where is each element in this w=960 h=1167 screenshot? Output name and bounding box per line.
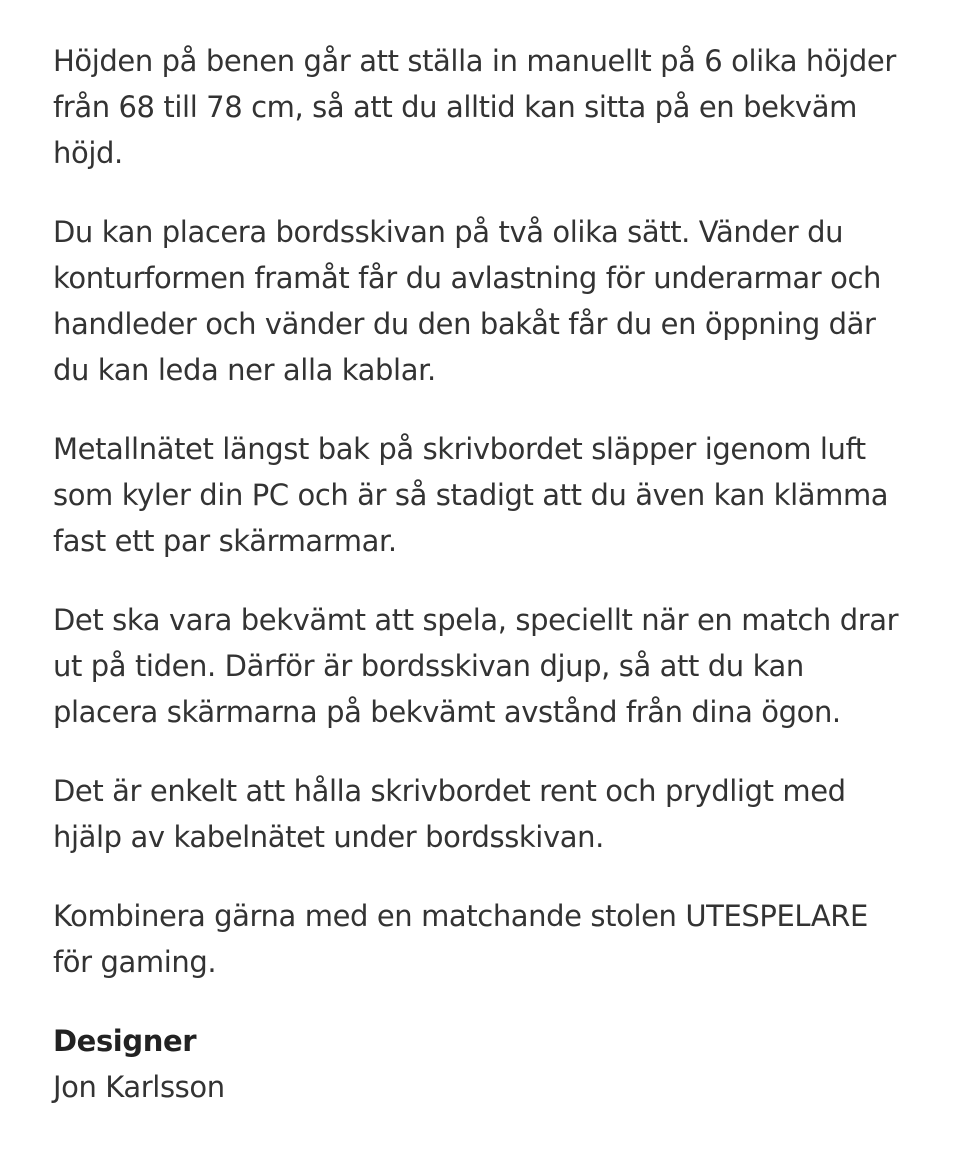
designer-section xyxy=(53,1018,913,1110)
designer-name: Jon Karlsson xyxy=(53,1070,225,1104)
product-description xyxy=(53,38,913,1110)
designer-heading: Designer xyxy=(53,1024,197,1058)
description-paragraph: Det ska vara bekvämt att spela, speciellt när en match drar ut på tiden. Därför är bordsskivan djup, så att du kan placera skärmarna på bekvämt avstånd från dina ögon. xyxy=(53,603,899,729)
description-paragraph: Det är enkelt att hålla skrivbordet rent och prydligt med hjälp av kabelnätet under bordsskivan. xyxy=(53,774,846,854)
description-paragraph: Kombinera gärna med en matchande stolen UTESPELARE för gaming. xyxy=(53,899,868,979)
description-paragraph: Du kan placera bordsskivan på två olika sätt. Vänder du konturformen framåt får du avlastning för underarmar och handleder och vänder du den bakåt får du en öppning där du kan leda ner alla kablar. xyxy=(53,215,881,387)
description-paragraph: Höjden på benen går att ställa in manuellt på 6 olika höjder från 68 till 78 cm, så att du alltid kan sitta på en bekväm höjd. xyxy=(53,44,896,170)
description-paragraph: Metallnätet längst bak på skrivbordet släpper igenom luft som kyler din PC och är så stadigt att du även kan klämma fast ett par skärmarmar. xyxy=(53,432,889,558)
